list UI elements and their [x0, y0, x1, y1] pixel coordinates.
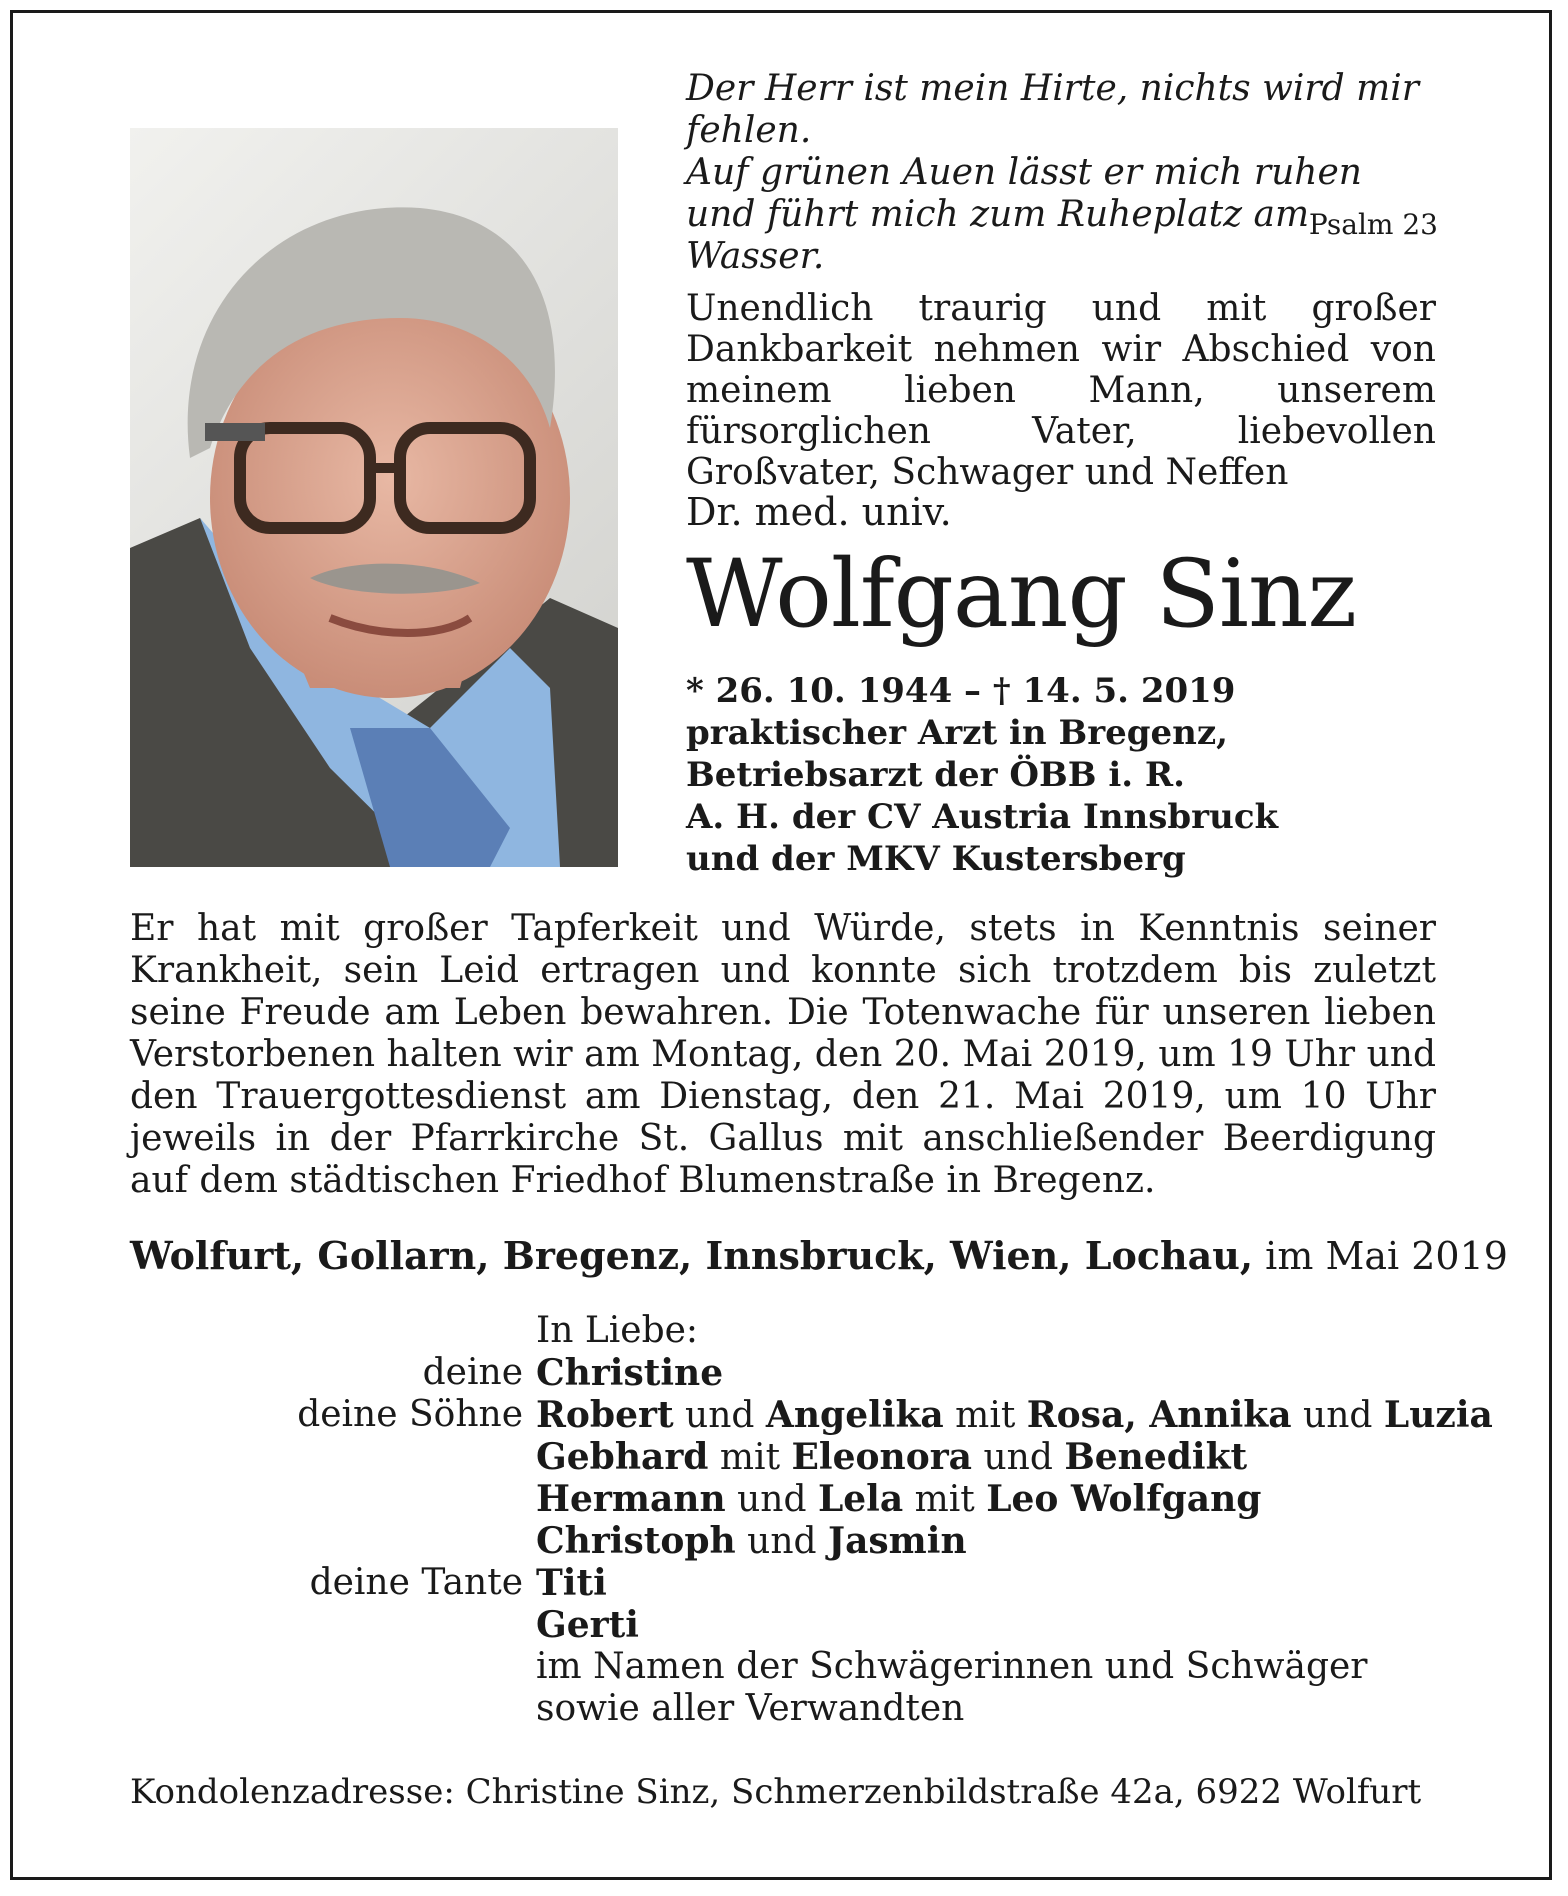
- date: im Mai 2019: [1265, 1234, 1508, 1278]
- relation-label: deine: [422, 1352, 523, 1393]
- mourner-name: Christoph: [536, 1520, 736, 1562]
- mourner-row: [0, 1604, 1568, 1646]
- connector-text: und: [1291, 1395, 1384, 1436]
- connector-text: mit: [708, 1437, 792, 1478]
- mourners-heading-row: [0, 1310, 1568, 1352]
- connector-text: und: [735, 1521, 829, 1562]
- psalm-line: Der Herr ist mein Hirte, nichts wird mir fehlen.: [686, 68, 1419, 151]
- psalm-line: und führt mich zum Ruheplatz am Wasser.: [686, 194, 1310, 277]
- mourner-row: [0, 1520, 1568, 1562]
- connector-text: im Namen der Schwägerinnen und Schwäger: [536, 1646, 1368, 1687]
- detail-line: praktischer Arzt in Bregenz,: [686, 713, 1229, 753]
- mourner-row: [0, 1436, 1568, 1478]
- mourner-name: Luzia: [1383, 1394, 1493, 1436]
- connector-text: mit: [943, 1395, 1027, 1436]
- academic-title: Dr. med. univ.: [686, 490, 952, 534]
- mourner-name: Benedikt: [1064, 1436, 1248, 1478]
- places-date-line: [130, 1233, 1508, 1278]
- portrait-photo: [130, 128, 618, 867]
- mourner-names: [536, 1352, 723, 1395]
- mourner-name: Titi: [536, 1562, 607, 1604]
- mourner-names: [536, 1520, 967, 1563]
- mourner-name: Gebhard: [536, 1436, 709, 1478]
- psalm-line: Auf grünen Auen lässt er mich ruhen: [686, 152, 1362, 193]
- mourner-names: [536, 1478, 1261, 1521]
- detail-line: Betriebsarzt der ÖBB i. R.: [686, 755, 1186, 795]
- mourner-row: [0, 1478, 1568, 1520]
- mourner-name: Jasmin: [828, 1520, 967, 1562]
- psalm-quote: [686, 68, 1441, 278]
- detail-line: A. H. der CV Austria Innsbruck: [686, 797, 1279, 837]
- mourners-list: [0, 1310, 1568, 1730]
- mourner-name: Christine: [536, 1352, 724, 1394]
- connector-text: und: [673, 1395, 766, 1436]
- connector-text: sowie aller Verwandten: [536, 1688, 965, 1729]
- mourner-name: Lela: [817, 1478, 904, 1520]
- mourner-name: Gerti: [536, 1604, 639, 1646]
- relation-label: deine Söhne: [297, 1394, 523, 1435]
- life-dates: * 26. 10. 1944 – † 14. 5. 2019: [686, 671, 1236, 711]
- mourner-row: [0, 1646, 1568, 1688]
- mourner-names: [536, 1604, 639, 1647]
- mourner-names: [536, 1646, 1368, 1688]
- mourners-heading: In Liebe:: [536, 1310, 699, 1351]
- mourner-names: [536, 1436, 1247, 1479]
- mourner-names: [536, 1688, 964, 1730]
- intro-text: Unendlich traurig und mit großer Dankbarkeit nehmen wir Abschied von meinem lieben Mann, unserem fürsorglichen Vater, liebevollen Großvater, Schwager und Neffen: [686, 288, 1436, 493]
- mourner-name: Eleonora: [791, 1436, 972, 1478]
- mourner-names: [536, 1394, 1493, 1437]
- connector-text: und: [725, 1479, 818, 1520]
- funeral-announcement: Er hat mit großer Tapferkeit und Würde, stets in Kenntnis seiner Krankheit, sein Leid ertragen und konnte sich trotzdem bis zuletzt seine Freude am Leben bewahren. Die Totenwache für unseren lieben Verstorbenen halten wir am Montag, den 20. Mai 2019, um 19 Uhr und den Trauergottesdienst am Dienstag, den 21. Mai 2019, um 10 Uhr jeweils in der Pfarrkirche St. Gallus mit anschließender Beerdigung auf dem städtischen Friedhof Blumenstraße in Bregenz.: [130, 908, 1436, 1201]
- relation-label: deine Tante: [309, 1562, 523, 1603]
- mourner-name: Angelika: [765, 1394, 944, 1436]
- mourner-names: [536, 1562, 607, 1605]
- mourner-row: [0, 1394, 1568, 1436]
- mourner-row: [0, 1562, 1568, 1604]
- connector-text: mit: [903, 1479, 987, 1520]
- locations: Wolfurt, Gollarn, Bregenz, Innsbruck, Wien, Lochau,: [130, 1233, 1254, 1278]
- mourner-row: [0, 1688, 1568, 1730]
- mourner-name: Leo Wolfgang: [986, 1478, 1262, 1520]
- detail-line: und der MKV Kustersberg: [686, 839, 1186, 879]
- connector-text: und: [972, 1437, 1065, 1478]
- psalm-source: Psalm 23: [1308, 208, 1438, 241]
- mourner-name: Robert: [536, 1394, 674, 1436]
- mourner-row: [0, 1352, 1568, 1394]
- condolence-address: Kondolenzadresse: Christine Sinz, Schmerzenbildstraße 42a, 6922 Wolfurt: [130, 1772, 1422, 1812]
- deceased-details: [686, 670, 1446, 880]
- mourner-name: Hermann: [536, 1478, 726, 1520]
- deceased-name: Wolfgang Sinz: [686, 540, 1357, 649]
- mourner-name: Rosa, Annika: [1026, 1394, 1292, 1436]
